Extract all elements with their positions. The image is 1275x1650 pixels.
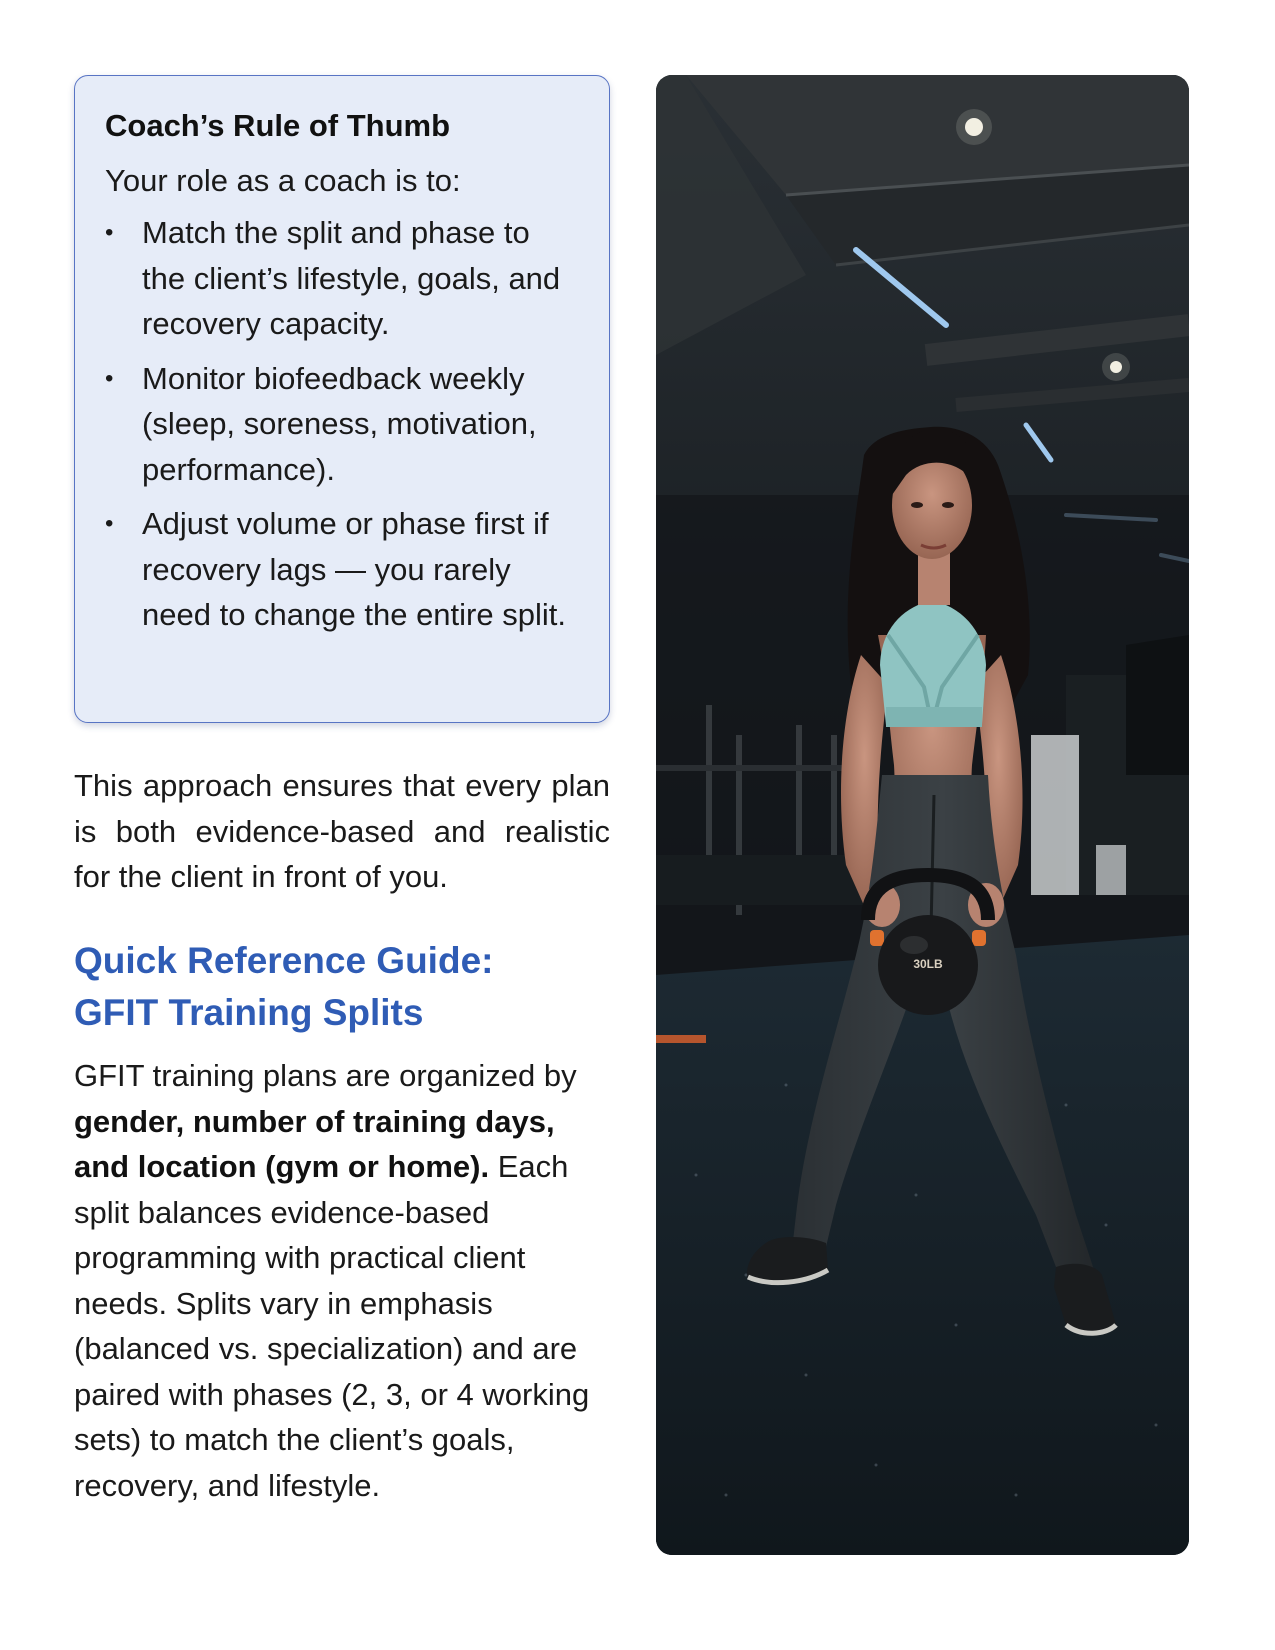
callout-list-item: • Adjust volume or phase first if recovery lags — you rarely need to change the entire split.: [105, 501, 581, 638]
coach-rule-callout: [74, 75, 610, 723]
kettlebell-label: 30LB: [913, 957, 943, 971]
gym-photo-illustration: [656, 75, 1189, 1555]
section-heading-line-2: GFIT Training Splits: [74, 992, 424, 1033]
callout-list-item: • Monitor biofeedback weekly (sleep, soreness, motivation, performance).: [105, 356, 581, 493]
approach-paragraph: This approach ensures that every plan is both evidence-based and realistic for the client in front of you.: [74, 768, 610, 894]
guide-paragraph-rest: Each split balances evidence-based programming with practical client needs. Splits vary in emphasis (balanced vs. specialization) and are paired with phases (2, 3, or 4 working sets) to match the client’s goals, recovery, and lifestyle.: [74, 1149, 590, 1503]
section-heading: [74, 935, 610, 1039]
guide-paragraph: [74, 1053, 610, 1508]
guide-paragraph-bold: gender, number of training days, and location (gym or home).: [74, 1103, 555, 1184]
callout-intro: Your role as a coach is to:: [105, 163, 461, 199]
callout-title: Coach’s Rule of Thumb: [105, 108, 451, 143]
callout-list: [105, 210, 581, 638]
gym-photo: [656, 75, 1189, 1555]
guide-paragraph-lead: GFIT training plans are organized by: [74, 1058, 577, 1093]
callout-list-item: • Match the split and phase to the client’s lifestyle, goals, and recovery capacity.: [105, 210, 581, 347]
section-heading-line-1: Quick Reference Guide:: [74, 940, 494, 981]
